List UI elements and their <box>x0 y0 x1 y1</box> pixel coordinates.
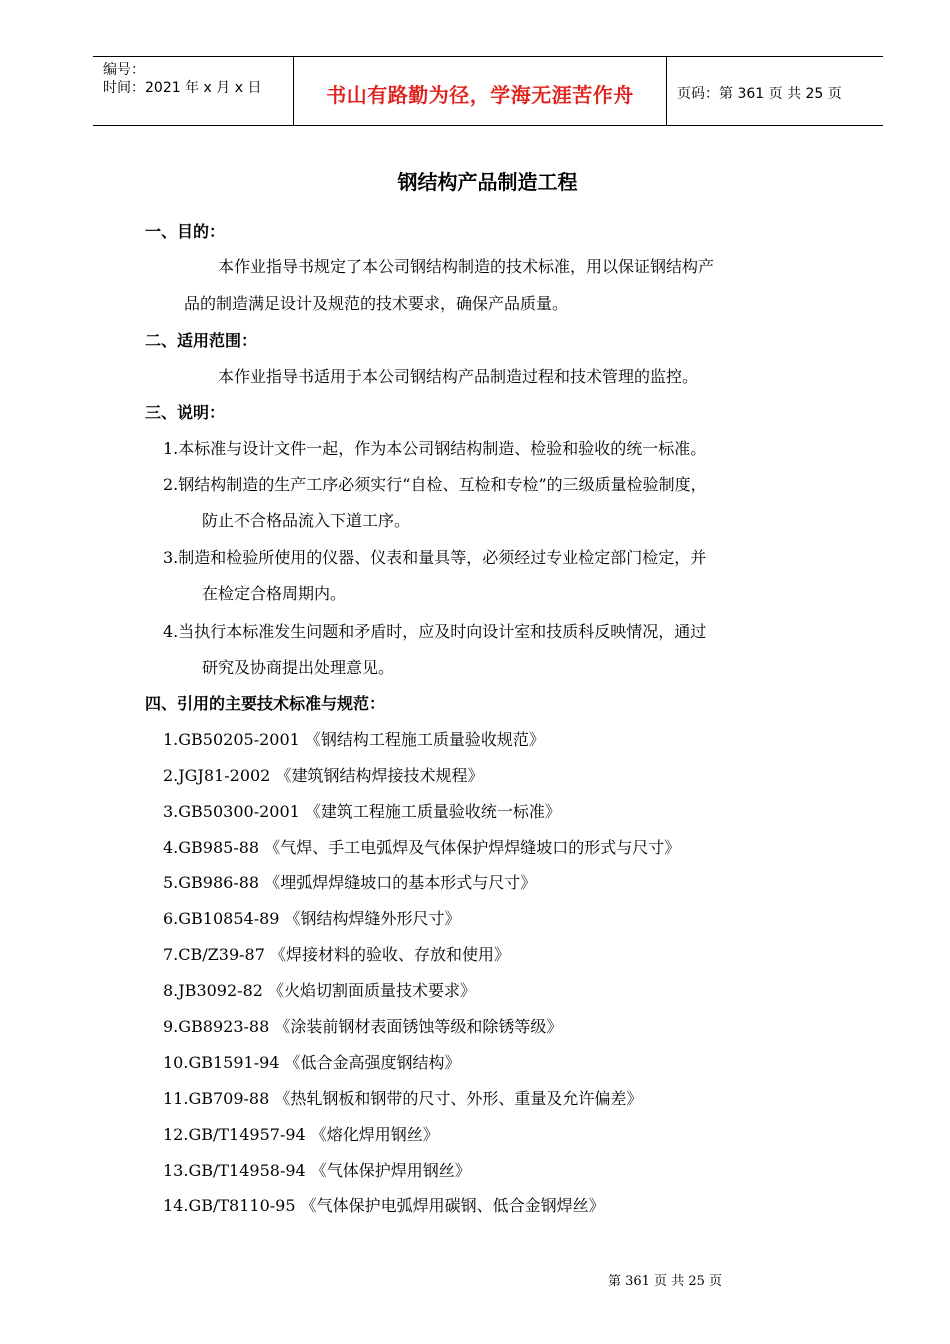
header-motto-cell <box>294 57 667 125</box>
section-2-paragraph: 本作业指导书适用于本公司钢结构产品制造过程和技术管理的监控。 <box>218 367 699 386</box>
section-3-heading: 三、说明： <box>145 403 226 422</box>
header-page-info: 页码：第 361 页 共 25 页 <box>677 86 842 102</box>
page-footer: 第 361 页 共 25 页 <box>607 1274 723 1289</box>
standard-item: 5.GB986-88 《埋弧焊焊缝坡口的基本形式与尺寸》 <box>163 873 537 892</box>
section-4-heading: 四、引用的主要技术标准与规范： <box>145 694 386 713</box>
section-3-item-3-line-1: 3.制造和检验所使用的仪器、仪表和量具等，必须经过专业检定部门检定，并 <box>163 548 707 567</box>
document-title: 钢结构产品制造工程 <box>397 170 578 194</box>
standard-item: 14.GB/T8110-95 《气体保护电弧焊用碳钢、低合金钢焊丝》 <box>163 1196 605 1215</box>
section-2-heading: 二、适用范围： <box>145 331 258 350</box>
document-number-label: 编号： <box>103 62 145 78</box>
section-3-item-2-line-2: 防止不合格品流入下道工序。 <box>202 511 411 530</box>
section-1-paragraph-line-1: 本作业指导书规定了本公司钢结构制造的技术标准，用以保证钢结构产 <box>218 257 715 276</box>
section-3-item-4-line-1: 4.当执行本标准发生问题和矛盾时，应及时向设计室和技质科反映情况，通过 <box>163 622 707 641</box>
section-1-heading: 一、目的： <box>145 222 226 241</box>
standard-item: 7.CB/Z39-87 《焊接材料的验收、存放和使用》 <box>163 945 510 964</box>
section-3-item-4-line-2: 研究及协商提出处理意见。 <box>202 658 395 677</box>
standard-item: 13.GB/T14958-94 《气体保护焊用钢丝》 <box>163 1161 471 1180</box>
header-meta-cell <box>93 57 294 125</box>
standard-item: 10.GB1591-94 《低合金高强度钢结构》 <box>163 1053 461 1072</box>
standard-item: 1.GB50205-2001 《钢结构工程施工质量验收规范》 <box>163 730 545 749</box>
standard-item: 2.JGJ81-2002 《建筑钢结构焊接技术规程》 <box>163 766 484 785</box>
standard-item: 3.GB50300-2001 《建筑工程施工质量验收统一标准》 <box>163 802 561 821</box>
header-page-cell <box>667 57 883 125</box>
document-time-label: 时间：2021 年 x 月 x 日 <box>103 80 262 96</box>
standard-item: 11.GB709-88 《热轧钢板和钢带的尺寸、外形、重量及允许偏差》 <box>163 1089 643 1108</box>
document-header <box>93 56 883 126</box>
standard-item: 12.GB/T14957-94 《熔化焊用钢丝》 <box>163 1125 439 1144</box>
standard-item: 9.GB8923-88 《涂装前钢材表面锈蚀等级和除锈等级》 <box>163 1017 563 1036</box>
standard-item: 8.JB3092-82 《火焰切割面质量技术要求》 <box>163 981 477 1000</box>
standard-item: 6.GB10854-89 《钢结构焊缝外形尺寸》 <box>163 909 461 928</box>
section-3-item-2-line-1: 2.钢结构制造的生产工序必须实行“自检、互检和专检”的三级质量检验制度， <box>163 475 707 494</box>
header-motto: 书山有路勤为径，学海无涯苦作舟 <box>326 83 634 107</box>
standard-item: 4.GB985-88 《气焊、手工电弧焊及气体保护焊焊缝坡口的形式与尺寸》 <box>163 838 681 857</box>
section-3-item-3-line-2: 在检定合格周期内。 <box>202 584 347 603</box>
section-3-item-1: 1.本标准与设计文件一起，作为本公司钢结构制造、检验和验收的统一标准。 <box>163 439 707 458</box>
section-1-paragraph-line-2: 品的制造满足设计及规范的技术要求，确保产品质量。 <box>184 294 569 313</box>
